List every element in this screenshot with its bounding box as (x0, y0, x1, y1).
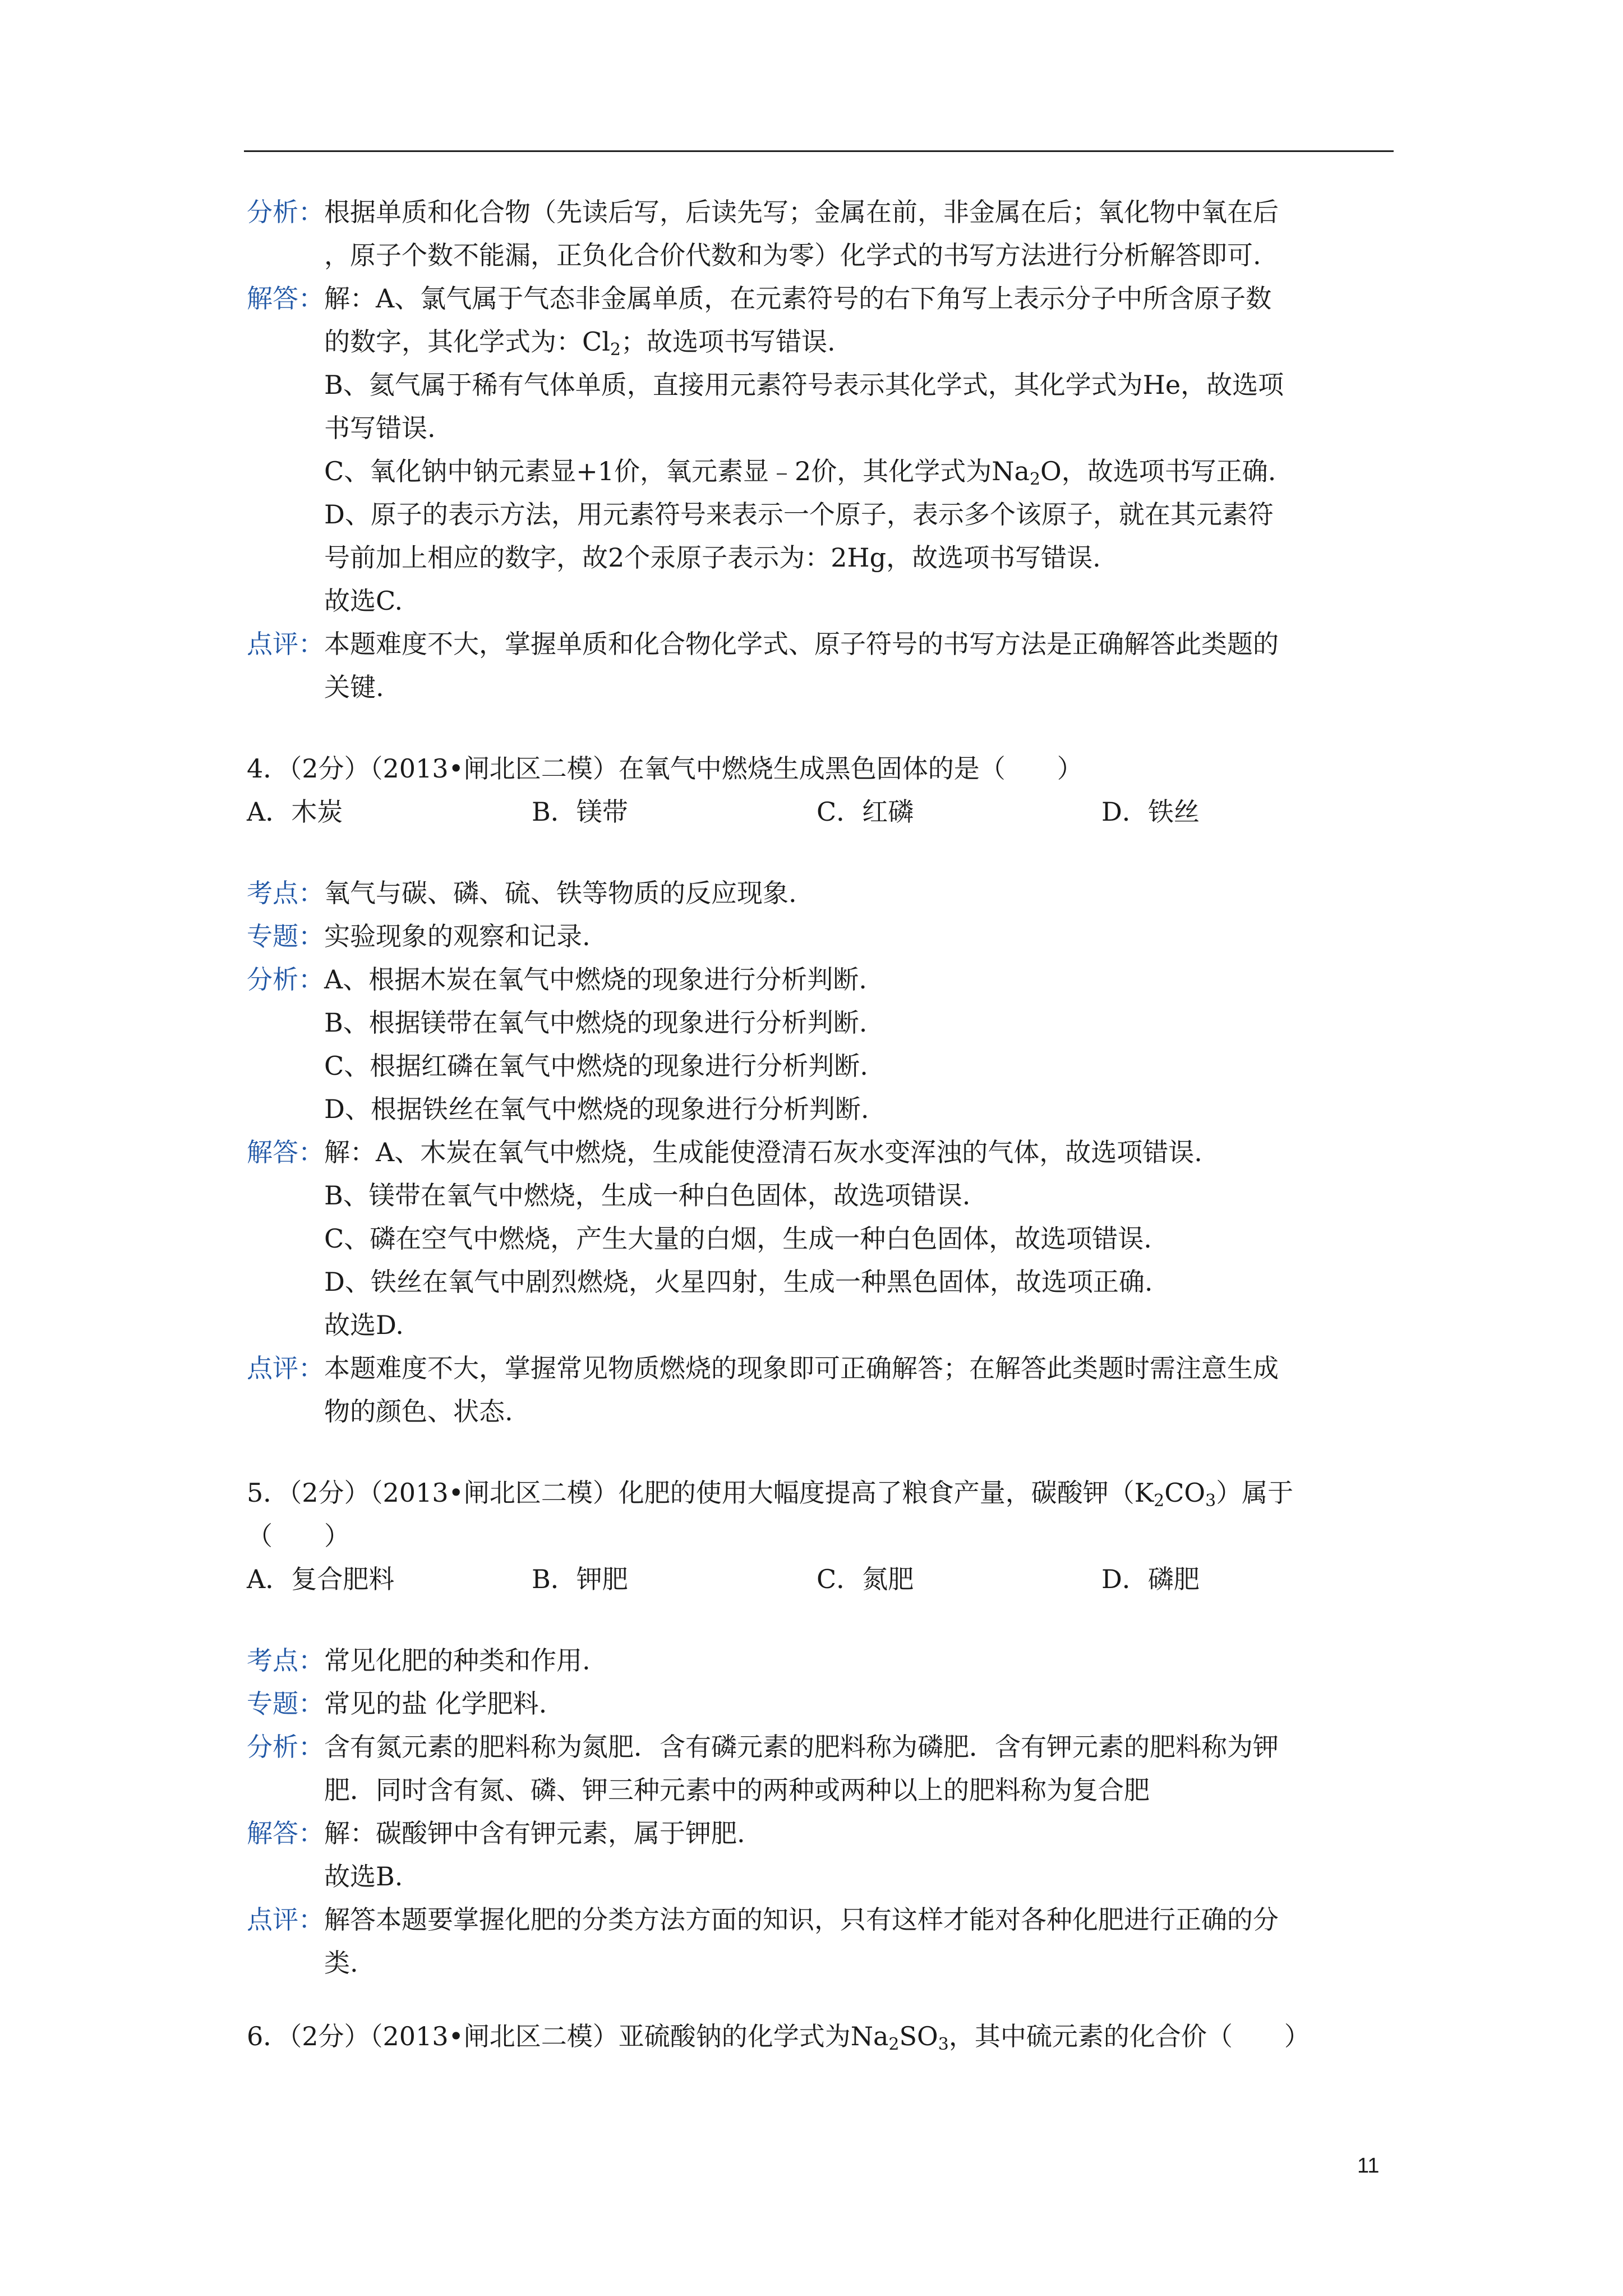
q4-topic (247, 915, 1396, 958)
label-point: 考点： (247, 1645, 324, 1676)
label-point: 考点： (247, 878, 324, 908)
text-line: 号前加上相应的数字，故2个汞原子表示为：2Hg，故选项书写错误. (324, 542, 1101, 573)
question-6-stem: 6．（2分）（2013•闸北区二模）亚硫酸钠的化学式为$Na_2SO_3$，其中硫元素的化合价（ ） (247, 2021, 1310, 2054)
label-answer: 解答： (247, 1818, 324, 1848)
label-analysis: 分析： (247, 197, 324, 227)
text-line: 故选C. (324, 586, 403, 616)
text-line: 常见化肥的种类和作用. (324, 1645, 591, 1676)
text-line: 氧气与碳、磷、硫、铁等物质的反应现象. (324, 878, 797, 908)
q5-topic (247, 1682, 1396, 1726)
q3-comment (247, 623, 1396, 709)
text-line: 关键. (324, 672, 384, 702)
text-line: D、原子的表示方法，用元素符号来表示一个原子，表示多个该原子，就在其元素符 (324, 499, 1274, 530)
text-line: B、氦气属于稀有气体单质，直接用元素符号表示其化学式，其化学式为He，故选项 (324, 370, 1284, 400)
q5-answer (247, 1812, 1396, 1898)
text-line: A、根据木炭在氧气中燃烧的现象进行分析判断. (324, 964, 867, 995)
text-line: 常见的盐 化学肥料. (324, 1688, 547, 1719)
label-analysis: 分析： (247, 964, 324, 995)
question-4-options (247, 790, 1396, 834)
text-line: 的数字，其化学式为：$Cl_2$；故选项书写错误. (324, 326, 836, 360)
text-line: 解：A、木炭在氧气中燃烧，生成能使澄清石灰水变浑浊的气体，故选项错误. (324, 1137, 1202, 1167)
text-line: 本题难度不大，掌握常见物质燃烧的现象即可正确解答；在解答此类题时需注意生成 (324, 1353, 1279, 1383)
page-number: 11 (1357, 2154, 1380, 2178)
text-line: 解答本题要掌握化肥的分类方法方面的知识，只有这样才能对各种化肥进行正确的分 (324, 1904, 1279, 1935)
q5-point (247, 1639, 1396, 1682)
label-comment: 点评： (247, 1904, 324, 1935)
text-line: 故选B. (324, 1861, 403, 1892)
text-line: 书写错误. (324, 413, 436, 443)
text-line: 解：碳酸钾中含有钾元素，属于钾肥. (324, 1818, 745, 1848)
text-line: 解：A、氯气属于气态非金属单质，在元素符号的右下角写上表示分子中所含原子数 (324, 283, 1272, 314)
option-d: D．铁丝 (1101, 797, 1200, 827)
label-answer: 解答： (247, 1137, 324, 1167)
text-line: D、根据铁丝在氧气中燃烧的现象进行分析判断. (324, 1094, 869, 1124)
question-5-stem-cont: （ ） (247, 1521, 350, 1551)
text-line: C、根据红磷在氧气中燃烧的现象进行分析判断. (324, 1051, 868, 1081)
question-5-options (247, 1558, 1396, 1601)
label-comment: 点评： (247, 1353, 324, 1383)
q3-analysis (247, 191, 1396, 277)
q5-analysis (247, 1726, 1396, 1812)
label-topic: 专题： (247, 921, 324, 951)
question-4-stem: 4．（2分）（2013•闸北区二模）在氧气中燃烧生成黑色固体的是（ ） (247, 753, 1083, 784)
text-line: B、镁带在氧气中燃烧，生成一种白色固体，故选项错误. (324, 1180, 971, 1211)
q4-comment (247, 1347, 1396, 1433)
text-line: 故选D. (324, 1310, 404, 1340)
text-line: C、磷在空气中燃烧，产生大量的白烟，生成一种白色固体，故选项错误. (324, 1223, 1152, 1254)
text-line: 实验现象的观察和记录. (324, 921, 591, 951)
text-line: D、铁丝在氧气中剧烈燃烧，火星四射，生成一种黑色固体，故选项正确. (324, 1267, 1153, 1297)
q4-answer (247, 1131, 1396, 1347)
text-line: B、根据镁带在氧气中燃烧的现象进行分析判断. (324, 1007, 868, 1038)
text-line: 物的颜色、状态. (324, 1396, 513, 1427)
q3-answer (247, 277, 1396, 623)
label-analysis: 分析： (247, 1732, 324, 1762)
option-c: C．氮肥 (817, 1564, 914, 1594)
text-line: 含有氮元素的肥料称为氮肥．含有磷元素的肥料称为磷肥．含有钾元素的肥料称为钾 (324, 1732, 1279, 1762)
option-b: B．镁带 (532, 797, 628, 827)
text-line: 类. (324, 1948, 358, 1978)
q5-comment (247, 1898, 1396, 1985)
header-rule (244, 150, 1394, 152)
option-a: A．木炭 (247, 797, 343, 827)
text-line: ，原子个数不能漏，正负化合价代数和为零）化学式的书写方法进行分析解答即可. (324, 240, 1261, 270)
text-line: 肥．同时含有氮、磷、钾三种元素中的两种或两种以上的肥料称为复合肥 (324, 1775, 1150, 1805)
text-line: 根据单质和化合物（先读后写，后读先写；金属在前，非金属在后；氧化物中氧在后 (324, 197, 1279, 227)
text-line: 本题难度不大，掌握单质和化合物化学式、原子符号的书写方法是正确解答此类题的 (324, 629, 1279, 659)
label-topic: 专题： (247, 1688, 324, 1719)
option-c: C．红磷 (817, 797, 914, 827)
text-line: C、氧化钠中钠元素显+1价，氧元素显﹣2价，其化学式为$Na_2O$，故选项书写正确. (324, 456, 1276, 489)
q4-analysis (247, 958, 1396, 1131)
label-comment: 点评： (247, 629, 324, 659)
option-b: B．钾肥 (532, 1564, 628, 1594)
question-5-stem: 5．（2分）（2013•闸北区二模）化肥的使用大幅度提高了粮食产量，碳酸钾$(K_2CO_3)$属于 (247, 1478, 1294, 1511)
option-a: A．复合肥料 (247, 1564, 395, 1594)
option-d: D．磷肥 (1101, 1564, 1200, 1594)
q4-point (247, 872, 1396, 915)
document-page (247, 191, 1396, 2058)
label-answer: 解答： (247, 283, 324, 314)
